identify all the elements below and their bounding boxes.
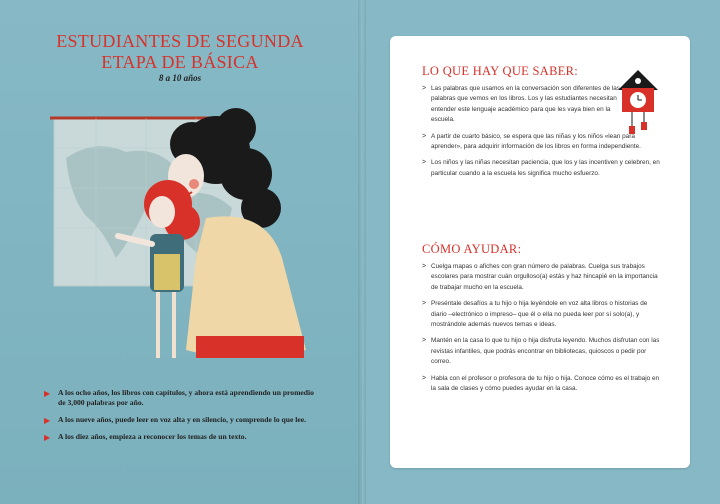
- info-card: [390, 36, 690, 468]
- chevron-right-icon: >: [422, 85, 427, 92]
- mother-and-child-map-illustration: [36, 88, 336, 380]
- list-item: ▶ A los nueve años, puede leer en voz alta y en silencio, y comprende lo que lee.: [44, 415, 306, 425]
- list-item: > Las palabras que usamos en la conversación son diferentes de las palabras que vemos en los libros. Los y las estudiantes necesitan entender este lenguaje académico para que les vaya bien en la escuela.: [422, 84, 622, 126]
- section-heading-how-to-help: CÓMO AYUDAR:: [422, 242, 522, 256]
- arrow-icon: ▶: [44, 416, 51, 425]
- list-item: ▶ A los diez años, empieza a reconocer los temas de un texto.: [44, 432, 247, 442]
- chevron-right-icon: >: [422, 263, 427, 270]
- chevron-right-icon: >: [422, 374, 427, 382]
- section-heading-what-to-know: LO QUE HAY QUE SABER:: [422, 64, 579, 78]
- age-range-subtitle: 8 a 10 años: [158, 73, 202, 83]
- age-milestones-list: [44, 388, 314, 449]
- arrow-icon: ▶: [44, 389, 51, 398]
- page-title: ESTUDIANTES DE SEGUNDA ETAPA DE BÁSICA: [56, 31, 304, 72]
- how-to-help-list: [422, 262, 662, 400]
- chevron-right-icon: >: [422, 159, 427, 167]
- cuckoo-clock-icon: [616, 66, 660, 136]
- list-item: > Mantén en la casa lo que tu hijo o hija disfruta leyendo. Muchos disfrutan con las revistas infantiles, que podrás encontrar en bibliotecas, quioscos o pedir por correo.: [422, 336, 662, 367]
- list-item: > Preséntale desafíos a tu hijo o hija leyéndole en voz alta libros o historias de diario –electrónico o impreso– que él o ella no pueda leer por sí solo(a), y mostrándole además nuevos temas e ideas.: [422, 299, 662, 330]
- chevron-right-icon: >: [422, 300, 427, 308]
- chevron-right-icon: >: [422, 337, 427, 345]
- what-to-know-list: [422, 84, 660, 185]
- list-item: > Habla con el profesor o profesora de tu hijo o hija. Conoce cómo es el trabajo en la sala de clases y cómo puedes ayudar en la casa.: [422, 374, 662, 395]
- page-gutter: [358, 0, 366, 504]
- list-item: ▶ A los ocho años, los libros con capítulos, y ahora está aprendiendo un promedio de 3,000 palabras por año.: [44, 388, 314, 407]
- arrow-icon: ▶: [44, 433, 51, 442]
- list-item: > Los niños y las niñas necesitan paciencia, que los y las incentiven y celebren, en particular cuando a la escuela les significa mucho esfuerzo.: [422, 158, 662, 179]
- list-item: > Cuelga mapas o afiches con gran número de palabras. Cuelga sus trabajos escolares para mostrar cuán orgulloso(a) estás y haz hincapié en la importancia de trabajar mucho en la escuela.: [422, 262, 662, 293]
- list-item: > A partir de cuarto básico, se espera que las niñas y los niños «lean para aprender», para adquirir información de los libros en forma independiente.: [422, 132, 662, 153]
- chevron-right-icon: >: [422, 132, 427, 140]
